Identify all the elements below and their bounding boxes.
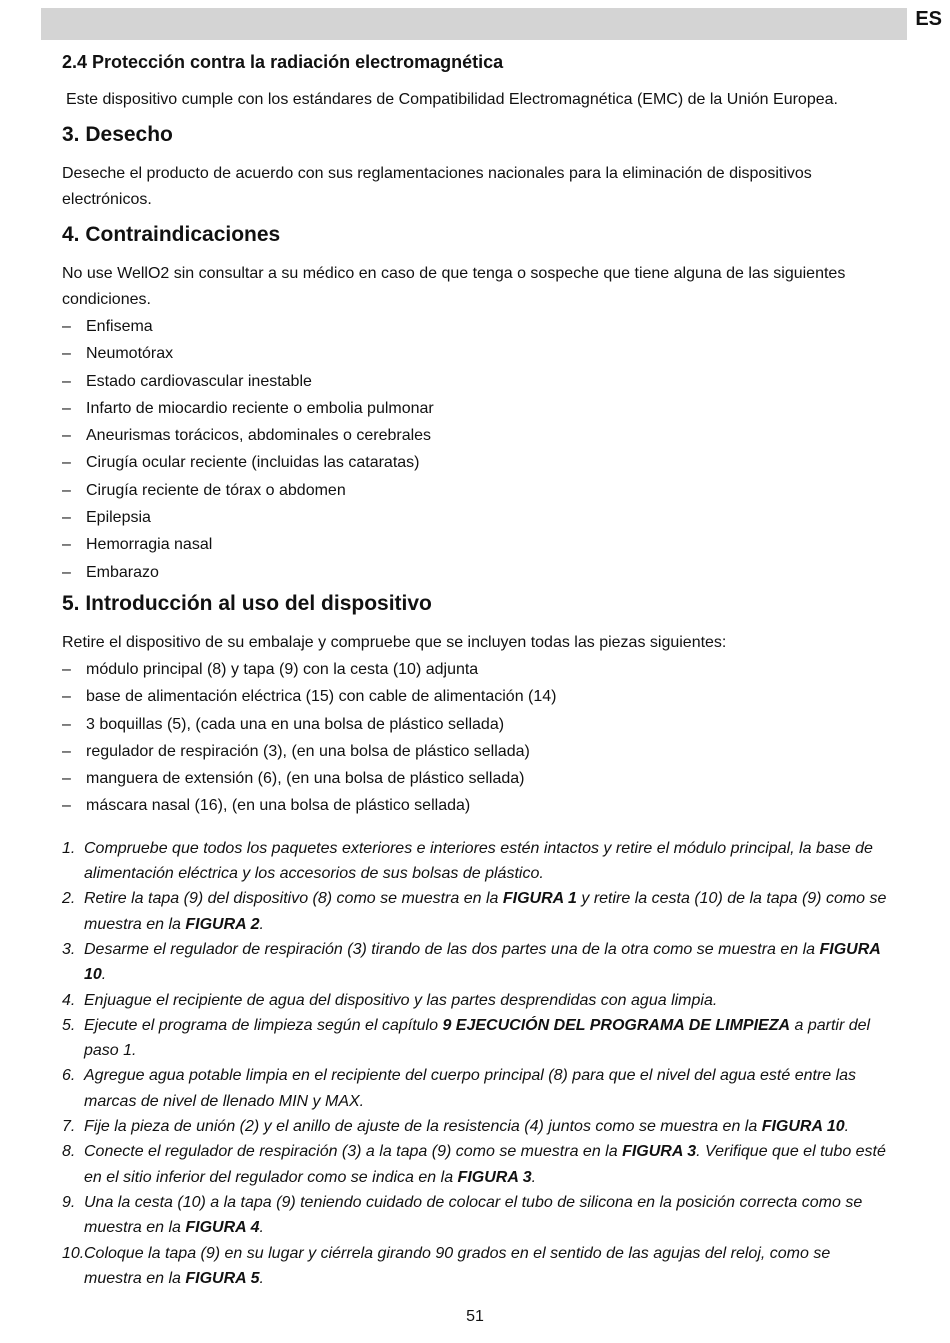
step-text: Agregue agua potable limpia en el recipiente del cuerpo principal (8) para que el nivel del agua esté entre las marcas de nivel de llenado MIN y MAX. — [84, 1067, 857, 1110]
dash-icon: – — [62, 399, 71, 417]
dash-icon: – — [62, 536, 71, 554]
dash-icon: – — [62, 345, 71, 363]
figure-reference: FIGURA 2 — [185, 915, 260, 933]
figure-reference: FIGURA 3 — [457, 1168, 532, 1186]
contraindication-item — [62, 313, 892, 340]
contraindication-item-text: Epilepsia — [86, 509, 151, 527]
step-item — [62, 1013, 892, 1064]
part-item — [62, 765, 892, 792]
step-text: Desarme el regulador de respiración (3) tirando de las dos partes una de la otra como se muestra en la — [84, 940, 820, 958]
dash-icon: – — [62, 454, 71, 472]
part-item — [62, 792, 892, 819]
contraindication-item — [62, 422, 892, 449]
section-5-intro: Retire el dispositivo de su embalaje y compruebe que se incluyen todas las piezas siguientes: — [62, 633, 727, 651]
step-text: Coloque la tapa (9) en su lugar y ciérrela girando 90 grados en el sentido de las agujas del reloj, como se muestra en la — [84, 1244, 831, 1287]
contraindication-item-text: Estado cardiovascular inestable — [86, 372, 312, 390]
step-number: 2. — [62, 890, 76, 908]
dash-icon: – — [62, 715, 71, 733]
dash-icon: – — [62, 372, 71, 390]
contraindication-item-text: Neumotórax — [86, 345, 174, 363]
part-item-text: máscara nasal (16), (en una bolsa de plástico sellada) — [86, 797, 471, 815]
step-text: Enjuague el recipiente de agua del dispositivo y las partes desprendidas con agua limpia. — [84, 991, 718, 1009]
parts-list — [62, 656, 892, 820]
part-item — [62, 656, 892, 683]
step-text: . — [259, 915, 264, 933]
dash-icon: – — [62, 563, 71, 581]
step-item — [62, 886, 892, 937]
figure-reference: FIGURA 3 — [622, 1143, 697, 1161]
step-text: y retire la cesta (10) de la tapa (9) como se muestra en la — [84, 890, 887, 933]
contraindication-item — [62, 395, 892, 422]
figure-reference: FIGURA 10 — [761, 1118, 845, 1136]
figure-reference: FIGURA 4 — [185, 1219, 260, 1237]
dash-icon: – — [62, 509, 71, 527]
step-text: Fije la pieza de unión (2) y el anillo de ajuste de la resistencia (4) juntos como se muestra en la — [84, 1118, 762, 1136]
section-5-title: 5. Introducción al uso del dispositivo — [62, 591, 432, 615]
page-number: 51 — [466, 1308, 484, 1325]
step-text: . — [844, 1118, 850, 1136]
dash-icon: – — [62, 318, 71, 335]
figure-reference: 9 EJECUCIÓN DEL PROGRAMA DE LIMPIEZA — [442, 1016, 791, 1034]
contraindication-item — [62, 504, 892, 531]
step-text: Ejecute el programa de limpieza según el capítulo — [84, 1016, 443, 1034]
step-item — [62, 1114, 892, 1139]
section-3-title: 3. Desecho — [62, 123, 173, 146]
step-text: . — [259, 1269, 264, 1287]
figure-reference: FIGURA 10 — [84, 940, 881, 984]
contraindication-item-text: Cirugía ocular reciente (incluidas las cataratas) — [86, 454, 420, 472]
contraindication-item — [62, 368, 892, 395]
part-item-text: manguera de extensión (6), (en una bolsa de plástico sellada) — [86, 770, 525, 788]
step-item — [62, 1139, 892, 1190]
steps-list — [62, 836, 892, 1291]
section-2-4-text: Este dispositivo cumple con los estándares de Compatibilidad Electromagnética (EMC) de la Unión Europea. — [66, 91, 838, 108]
part-item-text: base de alimentación eléctrica (15) con cable de alimentación (14) — [86, 688, 557, 706]
step-number: 7. — [62, 1118, 76, 1136]
section-3-text: Deseche el producto de acuerdo con sus reglamentaciones nacionales para la eliminación de dispositivos electrónicos. — [62, 165, 812, 208]
step-text: . — [259, 1219, 264, 1237]
dash-icon: – — [62, 742, 71, 760]
contraindication-item-text: Hemorragia nasal — [86, 536, 213, 554]
part-item-text: módulo principal (8) y tapa (9) con la cesta (10) adjunta — [86, 660, 479, 678]
step-number: 1. — [62, 839, 76, 857]
figure-reference: FIGURA 1 — [502, 890, 577, 908]
dash-icon: – — [62, 660, 71, 678]
header-bar — [41, 8, 907, 40]
step-item — [62, 1063, 892, 1114]
step-text: a partir del paso 1. — [84, 1016, 871, 1060]
step-number: 6. — [62, 1067, 76, 1085]
step-item — [62, 1241, 892, 1292]
step-number: 5. — [62, 1016, 76, 1034]
step-number: 4. — [62, 991, 76, 1009]
step-number: 3. — [62, 940, 76, 958]
part-item — [62, 738, 892, 765]
section-4-title: 4. Contraindicaciones — [62, 223, 281, 246]
part-item — [62, 711, 892, 738]
contraindication-item-text: Enfisema — [86, 318, 153, 335]
contraindication-item — [62, 559, 892, 586]
dash-icon: – — [62, 770, 71, 788]
step-number: 9. — [62, 1193, 76, 1211]
contraindications-list — [62, 313, 892, 586]
contraindication-item-text: Aneurismas torácicos, abdominales o cerebrales — [86, 427, 432, 445]
section-4-intro: No use WellO2 sin consultar a su médico en caso de que tenga o sospeche que tiene alguna de las siguientes condiciones. — [62, 265, 846, 308]
step-number: 10. — [62, 1244, 85, 1262]
figure-reference: FIGURA 5 — [185, 1269, 260, 1287]
step-item — [62, 1190, 892, 1241]
part-item — [62, 683, 892, 710]
dash-icon: – — [62, 427, 71, 445]
language-label: ES — [915, 8, 942, 30]
step-number: 8. — [62, 1143, 76, 1161]
step-text: Conecte el regulador de respiración (3) a la tapa (9) como se muestra en la — [84, 1143, 623, 1161]
step-text: . — [531, 1168, 537, 1186]
step-text: . Verifique que el tubo esté en el sitio inferior del regulador como se indica en la — [84, 1143, 886, 1186]
contraindication-item — [62, 449, 892, 476]
step-item — [62, 937, 892, 988]
step-text: Compruebe que todos los paquetes exteriores e interiores estén intactos y retire el módulo principal, la base de alimentación eléctrica y los accesorios de sus bolsas de plástico. — [84, 839, 873, 883]
contraindication-item — [62, 531, 892, 558]
step-item — [62, 836, 892, 887]
dash-icon: – — [62, 481, 71, 499]
step-text: Una la cesta (10) a la tapa (9) teniendo cuidado de colocar el tubo de silicona en la posición correcta como se muestra en la — [84, 1193, 863, 1237]
contraindication-item — [62, 340, 892, 367]
part-item-text: regulador de respiración (3), (en una bolsa de plástico sellada) — [86, 742, 530, 760]
contraindication-item-text: Infarto de miocardio reciente o embolia pulmonar — [86, 399, 434, 417]
dash-icon: – — [62, 797, 71, 815]
step-item — [62, 988, 892, 1013]
contraindication-item-text: Cirugía reciente de tórax o abdomen — [86, 481, 346, 499]
contraindication-item-text: Embarazo — [86, 563, 159, 581]
section-2-4-title: 2.4 Protección contra la radiación electromagnética — [62, 52, 504, 72]
document-body — [62, 52, 892, 1291]
contraindication-item — [62, 477, 892, 504]
dash-icon: – — [62, 688, 71, 706]
step-text: Retire la tapa (9) del dispositivo (8) como se muestra en la — [84, 890, 503, 908]
step-text: . — [101, 966, 107, 984]
part-item-text: 3 boquillas (5), (cada una en una bolsa de plástico sellada) — [86, 715, 505, 733]
